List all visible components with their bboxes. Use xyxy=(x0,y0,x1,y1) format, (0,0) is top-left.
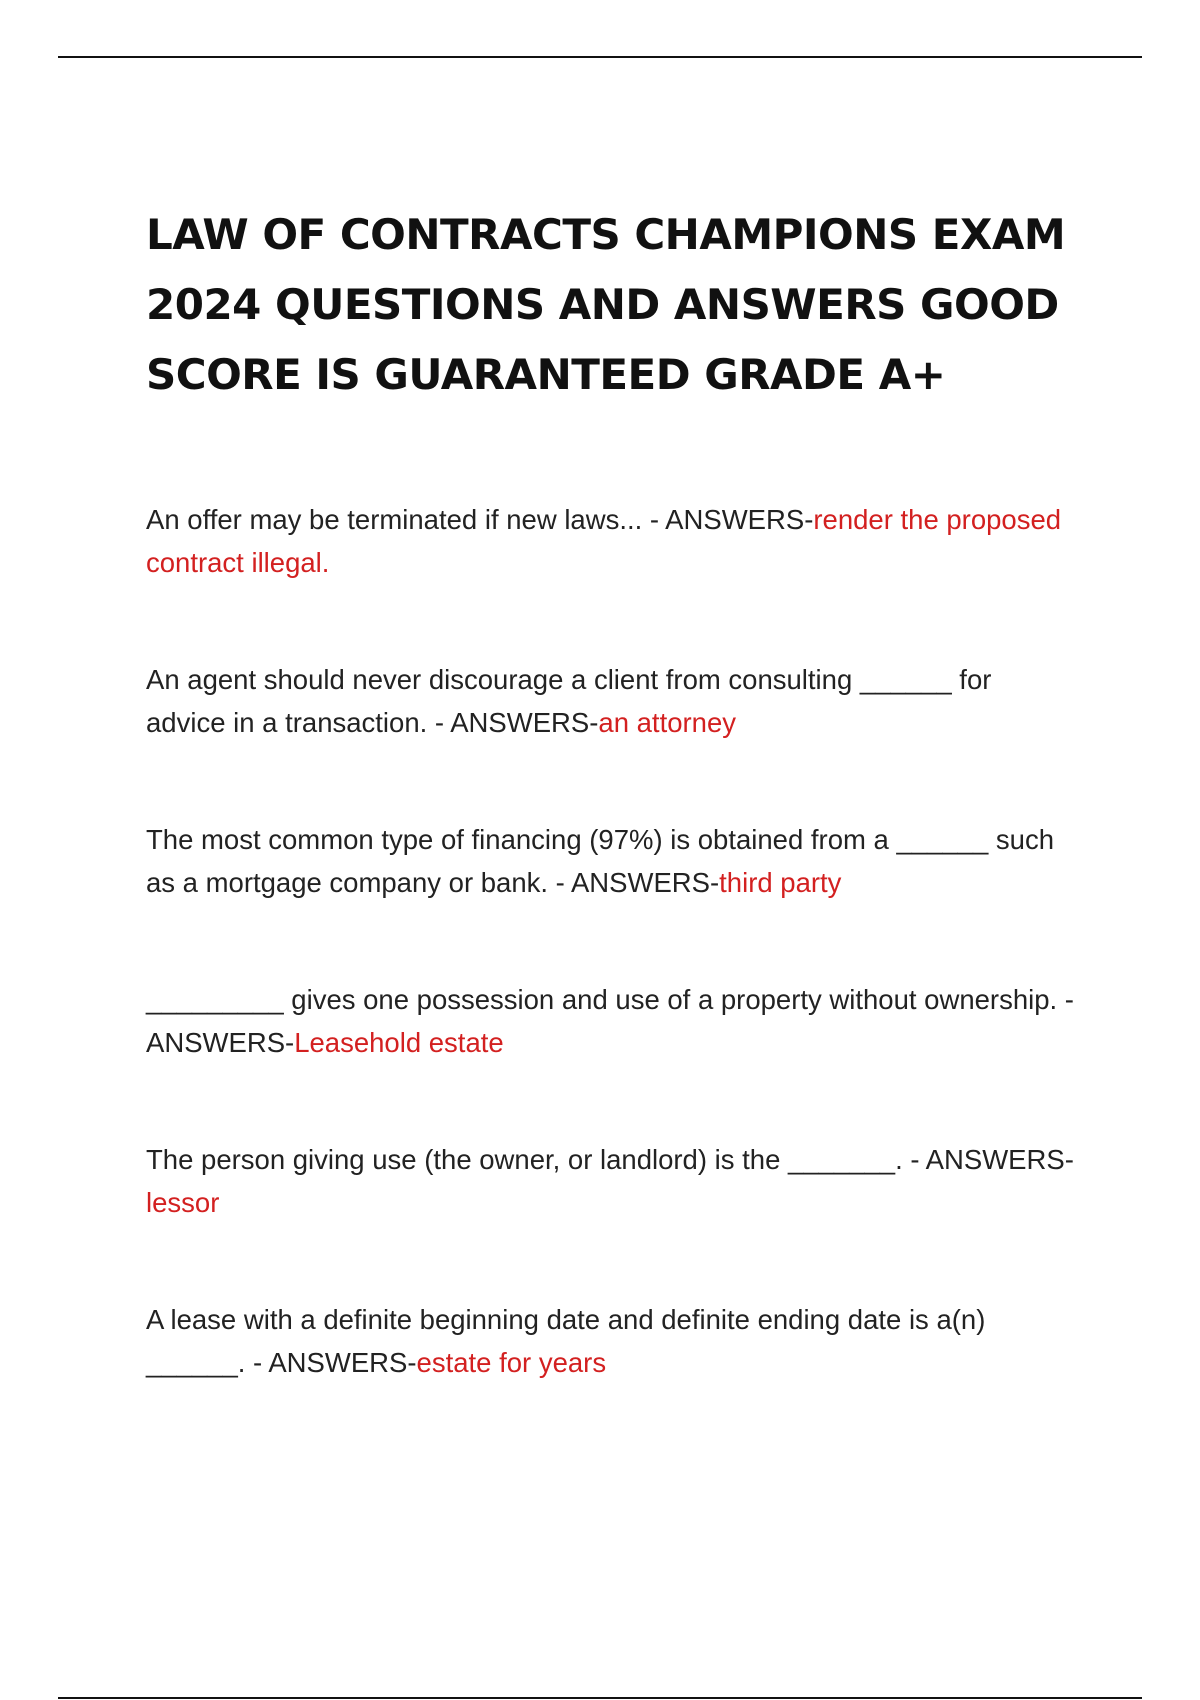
answer-text: render the proposed contract illegal. xyxy=(146,504,1062,578)
document-body xyxy=(146,200,1076,1458)
answer-text: an attorney xyxy=(598,707,737,738)
question-text: The most common type of financing (97%) is obtained from a ______ such as a mortgage company or bank. xyxy=(146,824,1054,898)
answer-prefix: - ANSWERS- xyxy=(245,1347,417,1378)
answer-prefix: - ANSWERS- xyxy=(902,1144,1074,1175)
qa-item xyxy=(146,658,1076,744)
qa-item xyxy=(146,818,1076,904)
question-text: The person giving use (the owner, or landlord) is the _______. xyxy=(146,1144,903,1175)
answer-prefix: - ANSWERS- xyxy=(548,867,720,898)
document-title: LAW OF CONTRACTS CHAMPIONS EXAM 2024 QUESTIONS AND ANSWERS GOOD SCORE IS GUARANTEED GRADE A+ xyxy=(146,210,1066,399)
qa-item xyxy=(146,978,1076,1064)
answer-prefix: - ANSWERS- xyxy=(427,707,599,738)
qa-item xyxy=(146,498,1076,584)
footer-rule xyxy=(58,1697,1142,1699)
qa-item xyxy=(146,1138,1076,1224)
question-text: An offer may be terminated if new laws... xyxy=(146,504,643,535)
question-text: A lease with a definite beginning date and definite ending date is a(n) ______. xyxy=(146,1304,986,1378)
answer-text: estate for years xyxy=(416,1347,607,1378)
answer-prefix: - ANSWERS- xyxy=(642,504,814,535)
qa-list xyxy=(146,498,1076,1384)
answer-text: Leasehold estate xyxy=(294,1027,504,1058)
question-text: _________ gives one possession and use of a property without ownership. xyxy=(146,984,1058,1015)
header-rule xyxy=(58,56,1142,58)
answer-text: third party xyxy=(719,867,842,898)
question-text: An agent should never discourage a client from consulting ______ for advice in a transaction. xyxy=(146,664,992,738)
answer-prefix: - ANSWERS- xyxy=(146,984,1074,1058)
answer-text: lessor xyxy=(146,1187,220,1218)
qa-item xyxy=(146,1298,1076,1384)
